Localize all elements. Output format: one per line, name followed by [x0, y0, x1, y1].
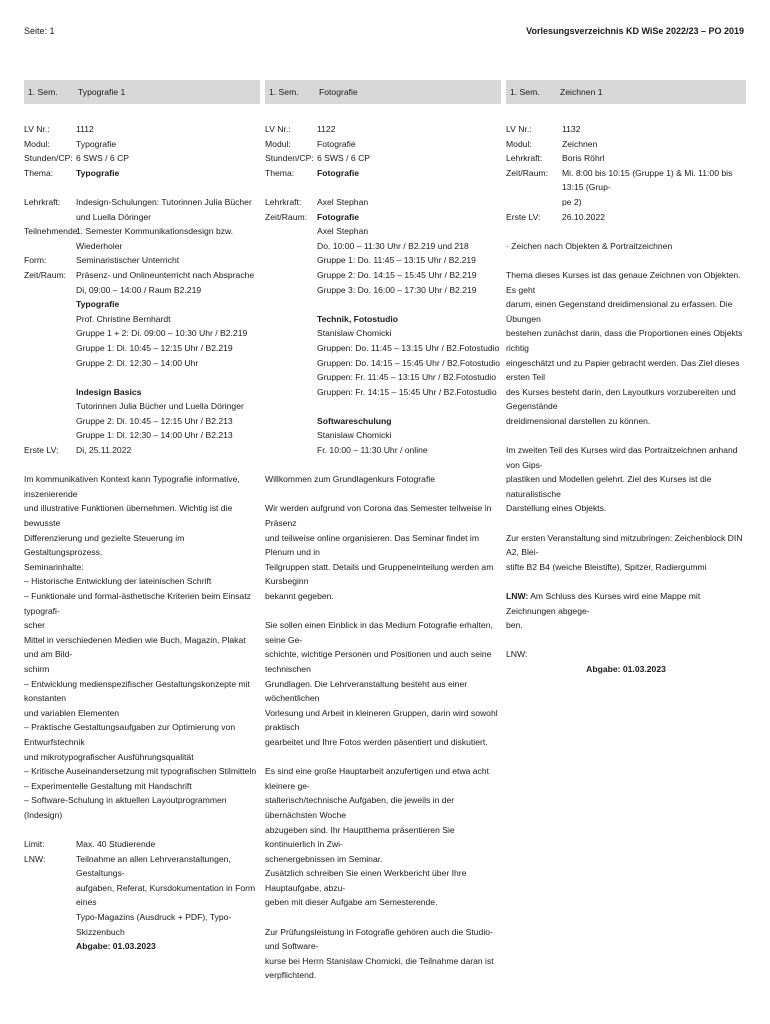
meta-value: Di, 25.11.2022 [76, 445, 132, 456]
meta-value: 6 SWS / 6 CP [317, 153, 371, 164]
paragraph [265, 501, 501, 603]
schedule-line: Gruppe 1: Di. 12:30 – 14:00 Uhr / B2.213 [76, 430, 233, 441]
meta-key: Stunden/CP: [24, 153, 73, 164]
schedule [76, 268, 260, 443]
text-line: Sie sollen einen Einblick in das Medium Fotografie erhalten, seine Ge- [265, 620, 493, 645]
text-line: Seminarinhalte: [24, 561, 84, 572]
course-title: Typografie 1 [78, 86, 126, 97]
paragraph [265, 618, 501, 749]
schedule-line: Fr. 10:00 – 11:30 Uhr / online [317, 445, 428, 456]
section-title: Technik, Fotostudio [317, 313, 398, 324]
meta-key: Zeit/Raum: [265, 211, 308, 222]
schedule-line: Gruppen: Do. 14:15 – 15:45 Uhr / B2.Fotostudio [317, 357, 500, 368]
text-line: Grundlagen. Die Lehrveranstaltung besteht aus einer wöchentlichen [265, 678, 468, 704]
text-line: Am Schluss des Kurses wird eine Mappe mit Zeichnungen abgege- [506, 591, 701, 616]
lnw-row [24, 852, 260, 954]
text-line: Zur ersten Veranstaltung sind mitzubringen: Zeichenblock DIN A2, Blei- [506, 532, 743, 558]
meta-key: Form: [24, 255, 47, 266]
schedule-line: Gruppe 2: Do. 14:15 – 15:45 Uhr / B2.219 [317, 269, 477, 280]
meta-row [24, 151, 260, 166]
deadline: Abgabe: 01.03.2023 [76, 941, 156, 952]
text-line: Teilnahme an allen Lehrveranstaltungen, Gestaltungs- [76, 853, 231, 879]
meta-row [506, 122, 746, 137]
text-line: stifte B2 B4 (weiche Bleistifte), Spitzer, Radiergummi [506, 561, 707, 572]
text-line: eingeschätzt und zu Papier gebracht werden. Das Ziel dieses ersten Teil [506, 357, 740, 383]
schedule-line: Di, 09:00 – 14:00 / Raum B2.219 [76, 284, 202, 295]
text-line: ben. [506, 620, 523, 631]
zeit-row [24, 268, 260, 443]
text-line: schenergebnissen im Seminar. [265, 853, 383, 864]
course-title: Zeichnen 1 [560, 86, 603, 97]
page-number: Seite: 1 [24, 26, 55, 36]
course-header [265, 80, 501, 104]
lnw-paragraph [506, 589, 746, 633]
meta-key: Lehrkraft: [24, 196, 61, 207]
text-line: Vorlesung und Arbeit in kleineren Gruppen, darin wird sowohl praktisch [265, 707, 498, 733]
text-line: Thema dieses Kurses ist das genaue Zeichnen von Objekten. Es geht [506, 269, 741, 295]
text-line: schirm [24, 663, 50, 674]
meta-key: Zeit/Raum: [506, 167, 549, 178]
text-line: Im zweiten Teil des Kurses wird das Portraitzeichnen anhand von Gips- [506, 445, 738, 470]
meta-value: Zeichnen [562, 138, 598, 149]
schedule-line: Mi. 8:00 bis 10:15 (Gruppe 1) & Mi. 11:00 bis 13:15 (Grup- [562, 167, 733, 193]
text-line: – Historische Entwicklung der lateinischen Schrift [24, 576, 212, 587]
paragraph [265, 764, 501, 910]
meta-key: Erste LV: [24, 445, 59, 456]
meta-key: Modul: [24, 138, 50, 149]
section-title: Indesign Basics [76, 386, 142, 397]
meta-key: Thema: [24, 167, 54, 178]
zeit-row [506, 166, 746, 210]
text-line: gearbeitet und Ihre Fotos werden päsentiert und diskutiert. [265, 736, 488, 747]
meta-row [24, 122, 260, 137]
meta-row [506, 151, 746, 166]
meta-key: Zeit/Raum: [24, 269, 67, 280]
text-line: Darstellung eines Objekts. [506, 503, 607, 514]
text-line: stalterisch/technische Aufgaben, die jeweils in der übernächsten Woche [265, 795, 455, 820]
meta-key: Erste LV: [506, 211, 541, 222]
course-description [24, 472, 260, 822]
schedule-line: Gruppen: Fr. 11:45 – 13:15 Uhr / B2.Fotostudio [317, 372, 496, 383]
deadline: Abgabe: 01.03.2023 [586, 663, 666, 674]
meta-value: 6 SWS / 6 CP [76, 153, 130, 164]
text-line: und mikrotypografischer Ausführungsqualität [24, 751, 194, 762]
text-line: – Software-Schulung in aktuellen Layoutprogrammen (Indesign) [24, 795, 227, 820]
section-title: Fotografie [317, 211, 360, 222]
welcome-text: Willkommen zum Grundlagenkurs Fotografie [265, 474, 436, 485]
meta-key: LV Nr.: [265, 124, 291, 134]
meta-value: Axel Stephan [317, 196, 369, 207]
schedule-line: pe 2) [562, 196, 582, 207]
meta-value: 1132 [562, 124, 581, 134]
meta-key: Lehrkraft: [506, 153, 543, 164]
schedule-line: Gruppe 2: Di. 10:45 – 12:15 Uhr / B2.213 [76, 415, 233, 426]
meta-value: Boris Röhrl [562, 153, 605, 164]
text-line: und variablen Elementen [24, 707, 120, 718]
meta-value: Seminaristischer Unterricht [76, 255, 180, 266]
meta-key: LV Nr.: [506, 124, 532, 134]
erste-lv-row [506, 210, 746, 225]
schedule-line: Gruppen: Fr. 14:15 – 15:45 Uhr / B2.Fotostudio [317, 386, 497, 397]
schedule-line: Axel Stephan [317, 226, 369, 237]
text-line: und illustrative Funktionen übernehmen. Wichtig ist die bewusste [24, 503, 233, 529]
schedule-line: Gruppe 1: Di. 10:45 – 12:15 Uhr / B2.219 [76, 342, 233, 353]
teilnehmende-row [24, 224, 260, 253]
meta-row [265, 151, 501, 166]
text-line: und teilweise online organisieren. Das Seminar findet im Plenum und in [265, 532, 480, 558]
text-line: – Funktionale und formal-ästhetische Kriterien beim Einsatz typografi- [24, 591, 251, 616]
text-line: scher [24, 620, 46, 631]
schedule-line: Stanislaw Chomicki [317, 328, 392, 339]
text-line: darum, einen Gegenstand dreidimensional zu erfassen. Die Übungen [506, 299, 733, 324]
meta-key: Modul: [265, 138, 291, 149]
meta-value: Typografie [76, 167, 120, 178]
text-line: bestehen zunächst darin, dass die Proportionen eines Objekts richtig [506, 328, 743, 353]
meta-row [265, 137, 501, 152]
schedule-line: Gruppe 1 + 2: Di. 09:00 – 10:30 Uhr / B2.219 [76, 328, 248, 339]
text-line: Differenzierung und gezielte Steuerung im Gestaltungsprozess. [24, 532, 185, 558]
meta-value: 1112 [76, 124, 94, 134]
course-zeichnen [506, 80, 746, 677]
schedule-line: Gruppen: Do. 11:45 – 13:15 Uhr / B2.Fotostudio [317, 342, 500, 353]
schedule-line: Tutorinnen Julia Bücher und Luella Döringer [76, 401, 244, 412]
text-line: Teilgruppen statt. Details und Gruppeneinteilung werden am Kursbeginn [265, 561, 494, 587]
meta-key: LV Nr.: [24, 124, 50, 134]
form-row [24, 253, 260, 268]
meta-key: Stunden/CP: [265, 153, 314, 164]
section-title: Softwareschulung [317, 415, 392, 426]
semester-label: 1. Sem. [269, 86, 299, 97]
meta-value: Fotografie [317, 167, 360, 178]
meta-value: Fotografie [317, 138, 356, 149]
meta-key: LNW: [24, 853, 46, 864]
meta-value: Max. 40 Studierende [76, 839, 156, 850]
text-line: Im kommunikativen Kontext kann Typografie informative, inszenierende [24, 474, 240, 499]
text-line: aufgaben, Referat, Kursdokumentation in Form eines [76, 882, 256, 908]
lnw-label: LNW: [506, 591, 529, 601]
schedule-line: Prof. Christine Bernhardt [76, 313, 171, 324]
erste-lv-row [24, 443, 260, 458]
schedule-line: Do. 10:00 – 11:30 Uhr / B2.219 und 218 [317, 240, 469, 251]
text-line: kurse bei Herrn Stanislaw Chomicki, die Teilnahme daran ist verpflichtend. [265, 955, 494, 981]
document-title: Vorlesungsverzeichnis KD WiSe 2022/23 – PO 2019 [526, 26, 744, 36]
meta-row [265, 122, 501, 137]
meta-row [506, 137, 746, 152]
schedule-line: Gruppe 1: Do. 11:45 – 13:15 Uhr / B2.219 [317, 255, 476, 266]
lehrkraft-row [24, 195, 260, 224]
course-title: Fotografie [319, 86, 358, 97]
text-line: abzugeben sind. Ihr Hauptthema präsentieren Sie kontinuierlich in Zwi- [265, 824, 455, 850]
course-fotografie [265, 80, 501, 983]
paragraph [265, 925, 501, 983]
zeit-row [265, 210, 501, 458]
course-typografie [24, 80, 260, 954]
meta-key: Lehrkraft: [265, 196, 302, 207]
meta-key: Teilnehmende: [24, 226, 80, 237]
schedule [317, 210, 501, 458]
text-line: schichte, wichtige Personen und Positionen und auch seine technischen [265, 649, 492, 674]
text-line: dreidimensional darstellen zu können. [506, 415, 651, 426]
meta-value: Indesign-Schulungen: Tutorinnen Julia Bücher und Luella Döringer [76, 196, 252, 222]
schedule-line: Präsenz- und Onlineunterricht nach Absprache [76, 269, 255, 280]
meta-value: 26.10.2022 [562, 211, 606, 222]
course-header [506, 80, 746, 104]
paragraph [506, 443, 746, 516]
schedule-line: Gruppe 3: Do. 16:00 – 17:30 Uhr / B2.219 [317, 284, 477, 295]
text-line: Typo-Magazins (Ausdruck + PDF), Typo-Skizzenbuch [76, 912, 232, 937]
paragraph [506, 268, 746, 429]
paragraph [506, 531, 746, 575]
text-line: des Kurses besteht darin, den Layoutkurs vorzubereiten und Gegenstände [506, 386, 736, 412]
page-header [24, 26, 744, 40]
semester-label: 1. Sem. [510, 86, 540, 97]
text-line: plastiken und Modellen gelehrt. Ziel des Kurses ist die naturalistische [506, 474, 712, 499]
meta-value: Typografie [76, 138, 117, 149]
text-line: – Praktische Gestaltungsaufgaben zur Optimierung von Entwurfstechnik [24, 722, 236, 747]
lehrkraft-row [265, 195, 501, 210]
schedule-line: Gruppe 2: Di. 12:30 – 14:00 Uhr [76, 357, 199, 368]
meta-row [24, 166, 260, 181]
schedule-line: Stanislaw Chomicki [317, 430, 392, 441]
meta-value: 1122 [317, 124, 336, 134]
meta-row [265, 166, 501, 181]
text-line: Zur Prüfungsleistung in Fotografie gehören auch die Studio- und Software- [265, 926, 493, 952]
meta-key: Limit: [24, 839, 45, 850]
text-line: – Kritische Auseinandersetzung mit typografischen Stilmitteln [24, 766, 257, 777]
course-header [24, 80, 260, 104]
text-line: Wir werden aufgrund von Corona das Semester teilweise in Präsenz [265, 503, 492, 529]
lnw-label: LNW: [506, 649, 528, 660]
course-topic: · Zeichen nach Objekten & Portraitzeichnen [506, 240, 673, 251]
text-line: – Experimentelle Gestaltung mit Handschrift [24, 780, 192, 791]
text-line: Zusätzlich schreiben Sie einen Werkbericht über Ihre Hauptaufgabe, abzu- [265, 868, 467, 893]
meta-key: Modul: [506, 138, 532, 149]
limit-row [24, 837, 260, 852]
text-line: Es sind eine große Hauptarbeit anzufertigen und etwa acht kleinere ge- [265, 766, 490, 791]
section-title: Typografie [76, 299, 120, 310]
text-line: Mittel in verschiedenen Medien wie Buch, Magazin, Plakat und am Bild- [24, 634, 246, 660]
meta-value: 1. Semester Kommunikationsdesign bzw. Wiederholer [76, 226, 234, 251]
text-line: – Entwicklung medienspezifischer Gestaltungskonzepte mit konstanten [24, 678, 250, 704]
meta-key: Thema: [265, 167, 295, 178]
text-line: geben mit dieser Aufgabe am Semesterende. [265, 897, 438, 908]
text-line: bekannt gegeben. [265, 591, 334, 601]
semester-label: 1. Sem. [28, 86, 58, 97]
meta-row [24, 137, 260, 152]
